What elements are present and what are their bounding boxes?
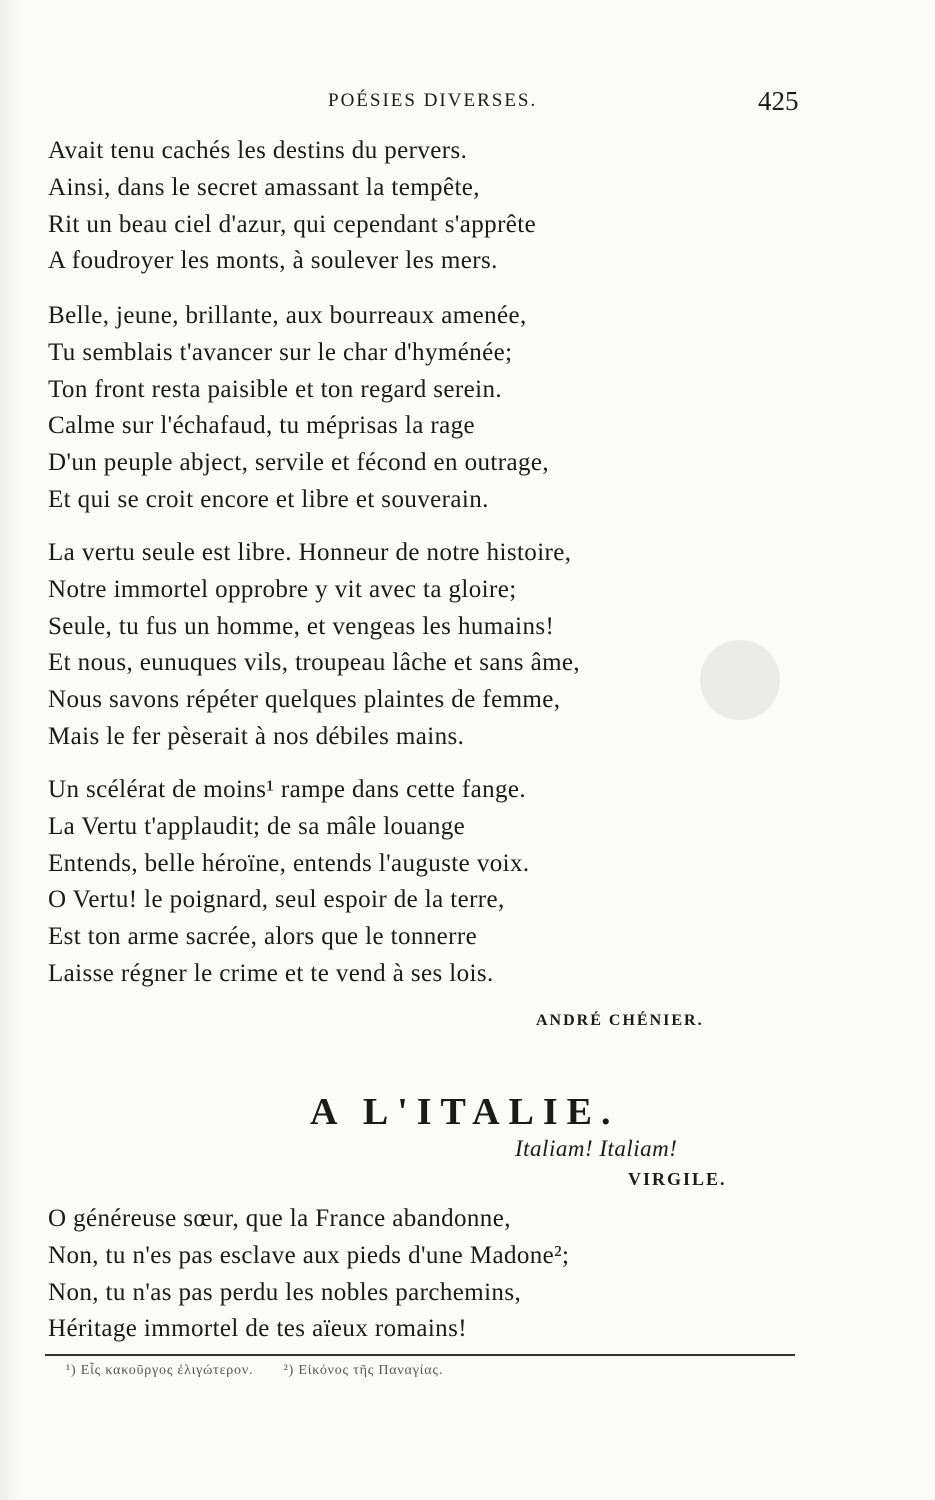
verse-line: Avait tenu cachés les destins du pervers. — [48, 137, 468, 164]
verse-line: Non, tu n'es pas esclave aux pieds d'une Madone²; — [48, 1241, 570, 1269]
poem-attribution: ANDRÉ CHÉNIER. — [536, 1012, 704, 1029]
epigraph-source: VIRGILE. — [628, 1169, 727, 1189]
verse-line: Et qui se croit encore et libre et souverain. — [48, 485, 489, 513]
page-edge-shadow — [0, 0, 22, 1500]
stanza-2 — [48, 298, 738, 519]
verse-line: Laisse régner le crime et te vend à ses lois. — [48, 959, 494, 987]
verse-line: Entends, belle héroïne, entends l'auguste voix. — [48, 849, 530, 877]
verse-line: Non, tu n'as pas perdu les nobles parchemins, — [48, 1278, 522, 1306]
footnotes — [66, 1363, 469, 1379]
verse-line: Ton front resta paisible et ton regard serein. — [48, 375, 502, 403]
verse-line: Est ton arme sacrée, alors que le tonnerre — [48, 923, 478, 951]
verse-line: Mais le fer pèserait à nos débiles mains. — [48, 722, 465, 750]
epigraph: Italiam! Italiam! — [515, 1136, 678, 1161]
footnote-divider — [45, 1354, 795, 1356]
stanza-4 — [48, 772, 738, 993]
verse-line: Seule, tu fus un homme, et vengeas les humains! — [48, 612, 555, 640]
verse-line: Calme sur l'échafaud, tu méprisas la rage — [48, 412, 475, 440]
stanza-final — [48, 1201, 738, 1348]
verse-line: D'un peuple abject, servile et fécond en outrage, — [48, 449, 549, 477]
footnote: ²) Εἰκόνος τῆς Παναγίας. — [283, 1363, 444, 1378]
verse-line: La Vertu t'applaudit; de sa mâle louange — [48, 812, 466, 840]
verse-line: Ainsi, dans le secret amassant la tempête, — [48, 173, 480, 201]
verse-line: Belle, jeune, brillante, aux bourreaux amenée, — [48, 302, 527, 329]
verse-line: Un scélérat de moins¹ rampe dans cette fange. — [48, 776, 527, 803]
verse-line: O généreuse sœur, que la France abandonne, — [48, 1205, 511, 1232]
stanza-1 — [48, 133, 738, 280]
footnote: ¹) Εἷς κακοῦργος ἐλιγώτερον. — [66, 1363, 254, 1378]
verse-line: O Vertu! le poignard, seul espoir de la terre, — [48, 886, 505, 914]
running-head: POÉSIES DIVERSES. — [328, 90, 538, 111]
page-number: 425 — [758, 86, 799, 116]
stanza-3 — [48, 535, 738, 756]
verse-line: La vertu seule est libre. Honneur de notre histoire, — [48, 539, 572, 566]
page-header — [0, 86, 935, 120]
verse-line: Tu semblais t'avancer sur le char d'hyménée; — [48, 338, 513, 366]
poem-title: A L'ITALIE. — [310, 1091, 620, 1133]
verse-line: Rit un beau ciel d'azur, qui cependant s'apprête — [48, 210, 537, 238]
verse-line: Héritage immortel de tes aïeux romains! — [48, 1315, 467, 1343]
verse-line: Et nous, eunuques vils, troupeau lâche et sans âme, — [48, 649, 581, 677]
verse-line: A foudroyer les monts, à soulever les mers. — [48, 247, 498, 275]
verse-line: Nous savons répéter quelques plaintes de femme, — [48, 686, 561, 714]
verse-line: Notre immortel opprobre y vit avec ta gloire; — [48, 575, 517, 603]
